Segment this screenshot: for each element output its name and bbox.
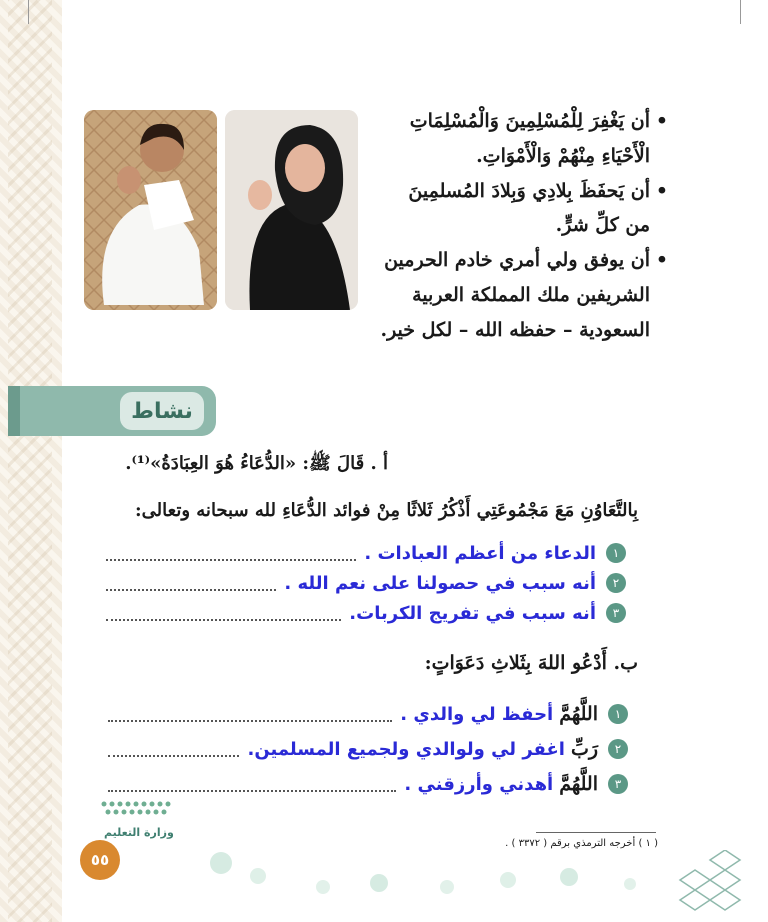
bullet-line: السعودية – حفظه الله – لكل خير. [380, 318, 650, 341]
number-badge: ٢ [608, 739, 628, 759]
floral-decoration [560, 868, 578, 886]
bullet-line: • أن يَغْفِرَ لِلْمُسْلِمِينَ وَالْمُسْلِمَاتِ [409, 110, 650, 132]
duaa-prefix: اللَّهُمَّ [559, 773, 598, 795]
crop-mark [28, 0, 29, 24]
answer-dotted-line [108, 776, 396, 792]
duaa-row [108, 700, 628, 728]
number-badge: ١ [606, 543, 626, 563]
handwritten-answer[interactable]: اغفر لي ولوالدي ولجميع المسلمين. [247, 738, 565, 760]
handwritten-answer[interactable]: أحفظ لي والدي . [400, 703, 554, 725]
duaa-prefix: رَبِّ [570, 738, 598, 760]
decorative-border [0, 0, 62, 922]
handwritten-answer[interactable]: الدعاء من أعظم العبادات . [364, 542, 596, 564]
photo-girl-praying [225, 110, 358, 310]
floral-decoration [440, 880, 454, 894]
geometric-pattern-icon [670, 850, 750, 920]
handwritten-answer[interactable]: أنه سبب في تفريج الكربات. [349, 602, 596, 624]
answer-row [106, 600, 626, 626]
bullet-line: من كلِّ شرٍّ. [555, 214, 650, 237]
answer-dotted-line [106, 575, 276, 591]
duaa-row [108, 770, 628, 798]
floral-decoration [316, 880, 330, 894]
bullet-item [368, 249, 668, 341]
photo-boy-praying [84, 110, 217, 310]
bullet-line: الْأَحْيَاءِ مِنْهُمْ وَالْأَمْوَاتِ. [476, 144, 650, 167]
instruction-text: بِالتَّعَاوُنِ مَعَ مَجْمُوعَتِي أَذْكُرُ ثَلاثًا مِنْ فوائد الدُّعَاءِ لله سبحانه وتعالى: [135, 500, 638, 521]
bullet-item [368, 180, 668, 238]
answer-dotted-line [106, 605, 341, 621]
answer-dotted-line [108, 741, 239, 757]
duaa-row [108, 735, 628, 763]
section-b-heading: ب. أَدْعُو اللهَ بِثَلاثِ دَعَوَاتٍ: [424, 652, 638, 674]
bullet-line: • أن يَحفَظَ بِلادِي وَبِلادَ المُسلمِينَ [408, 179, 650, 202]
number-badge: ٣ [608, 774, 628, 794]
activity-label: نشاط [120, 392, 204, 430]
hadith-heading: أ . قَالَ ﷺ: «الدُّعَاءُ هُوَ العِبَادَةُ»⁽¹⁾. [125, 453, 388, 474]
ministry-name: وزارة التعليم [104, 826, 174, 839]
floral-decoration [500, 872, 516, 888]
answer-dotted-line [106, 545, 356, 561]
crop-mark [740, 0, 741, 24]
floral-decoration [624, 878, 636, 890]
number-badge: ٢ [606, 573, 626, 593]
bullet-line: الشريفين ملك المملكة العربية [412, 283, 650, 306]
bullet-line: • أن يوفق ولي أمري خادم الحرمين [384, 249, 650, 272]
bullet-item [368, 110, 668, 168]
page-number: ٥٥ [80, 840, 120, 880]
duaa-prefix: اللَّهُمَّ [559, 703, 598, 725]
duaa-bullet-list [368, 110, 668, 354]
floral-decoration [210, 852, 232, 874]
answer-row [106, 540, 626, 566]
ministry-logo-icon [96, 796, 186, 826]
footnote: ( ١ ) أخرجه الترمذي برقم ( ٣٣٧٢ ) . [505, 838, 658, 849]
answer-row [106, 570, 626, 596]
number-badge: ٣ [606, 603, 626, 623]
answer-dotted-line [108, 706, 392, 722]
handwritten-answer[interactable]: أنه سبب في حصولنا على نعم الله . [284, 572, 596, 594]
number-badge: ١ [608, 704, 628, 724]
floral-decoration [250, 868, 266, 884]
footnote-divider [536, 832, 656, 833]
handwritten-answer[interactable]: أهدني وأرزقني . [404, 773, 554, 795]
floral-decoration [370, 874, 388, 892]
